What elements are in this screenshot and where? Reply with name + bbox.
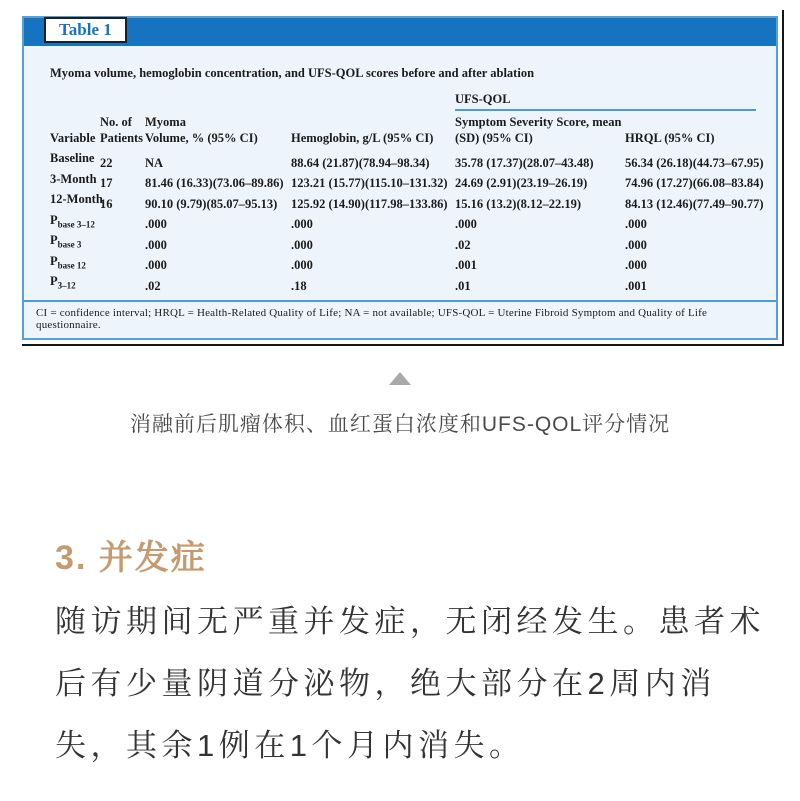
cell-patients: 17 <box>100 176 113 190</box>
cell-hrql: 74.96 (17.27)(66.08–83.84) <box>625 176 764 190</box>
cell-myoma: NA <box>145 155 164 170</box>
cell-hrql: .000 <box>625 217 647 231</box>
col-header-patients: No. of Patients <box>100 115 144 145</box>
figure-caption: 消融前后肌瘤体积、血红蛋白浓度和UFS-QOL评分情况 <box>129 412 671 436</box>
table-title: Myoma volume, hemoglobin concentration, and UFS-QOL scores before and after ablation <box>50 66 535 80</box>
col-header-myoma: Myoma Volume, % (95% CI) <box>145 115 258 145</box>
cell-hrql: .000 <box>625 237 647 252</box>
cell-myoma: .000 <box>145 217 167 231</box>
cell-hemoglobin: 125.92 (14.90)(117.98–133.86) <box>291 196 448 211</box>
table-row-p-base-3 <box>50 232 756 253</box>
group-header-ufs-qol: UFS-QOL <box>455 91 756 110</box>
journal-table <box>22 16 778 340</box>
table-row-baseline <box>50 150 756 171</box>
cell-patients: 22 <box>100 155 113 170</box>
cell-hrql: .000 <box>625 258 647 272</box>
cell-variable: Baseline <box>50 151 95 165</box>
paragraph-line: 随访期间无严重并发症，无闭经发生。患者术 <box>55 603 765 639</box>
cell-sss: .001 <box>455 258 477 272</box>
cell-hemoglobin: .000 <box>291 217 313 231</box>
cell-myoma: .000 <box>145 237 167 252</box>
cell-hemoglobin: 123.21 (15.77)(115.10–131.32) <box>291 176 448 190</box>
cell-variable: 3-Month <box>50 171 97 186</box>
cell-sss: .02 <box>455 237 471 252</box>
group-header-row <box>50 91 756 110</box>
col-header-hemoglobin: Hemoglobin, g/L (95% CI) <box>291 131 434 145</box>
table-row-p-base-12 <box>50 253 756 274</box>
cell-myoma: .000 <box>145 258 167 272</box>
cell-patients <box>100 273 145 294</box>
cell-patients <box>100 253 145 274</box>
col-header-variable: Variable <box>50 131 96 145</box>
data-table <box>50 91 764 294</box>
cell-sss: .000 <box>455 217 477 231</box>
section-heading: 3. 并发症 <box>55 538 207 577</box>
table-footnote: CI = confidence interval; HRQL = Health-Related Quality of Life; NA = not available; UFS-QOL = Uterine Fibroid Symptom and Quality of Life questionnaire. <box>24 300 776 338</box>
table-number-badge: Table 1 <box>44 17 127 43</box>
cell-sss: .01 <box>455 278 471 293</box>
cell-hemoglobin: .000 <box>291 258 313 272</box>
article-section <box>55 538 770 777</box>
table-row-12-month <box>50 191 756 212</box>
triangle-up-icon <box>389 372 411 385</box>
cell-variable: $P_{base 3}$ <box>50 233 82 250</box>
figure-image[interactable] <box>22 10 784 346</box>
section-paragraph <box>55 591 770 777</box>
cell-sss: 24.69 (2.91)(23.19–26.19) <box>455 176 588 190</box>
cell-variable: $P_{3-12}$ <box>50 274 76 291</box>
cell-hemoglobin: .18 <box>291 278 307 293</box>
cell-patients <box>100 232 145 253</box>
paragraph-line: 后有少量阴道分泌物，绝大部分在2周内消 <box>55 665 716 701</box>
cell-patients: 16 <box>100 196 113 211</box>
cell-hemoglobin: 88.64 (21.87)(78.94–98.34) <box>291 155 430 170</box>
cell-variable: $P_{base 12}$ <box>50 253 86 270</box>
col-header-sss: Symptom Severity Score, mean (SD) (95% CI) <box>455 115 622 145</box>
table-header-bar <box>24 18 776 46</box>
paragraph-line: 失，其余1例在1个月内消失。 <box>55 727 525 763</box>
cell-hrql: 56.34 (26.18)(44.73–67.95) <box>625 155 764 170</box>
cell-myoma: .02 <box>145 278 161 293</box>
cell-variable: $P_{base 3-12}$ <box>50 212 95 229</box>
table-row-3-month <box>50 171 756 192</box>
cell-hrql: .001 <box>625 278 647 293</box>
cell-patients <box>100 212 145 233</box>
cell-myoma: 81.46 (16.33)(73.06–89.86) <box>145 176 284 190</box>
figure-caption-block <box>0 372 800 438</box>
cell-myoma: 90.10 (9.79)(85.07–95.13) <box>145 196 278 211</box>
cell-sss: 15.16 (13.2)(8.12–22.19) <box>455 196 582 211</box>
cell-hrql: 84.13 (12.46)(77.49–90.77) <box>625 196 764 211</box>
col-header-hrql: HRQL (95% CI) <box>625 131 715 145</box>
column-header-row <box>50 110 756 150</box>
table-row-p-base-3-12 <box>50 212 756 233</box>
cell-sss: 35.78 (17.37)(28.07–43.48) <box>455 155 594 170</box>
cell-variable: 12-Month <box>50 192 103 206</box>
table-row-p-3-12 <box>50 273 756 294</box>
cell-hemoglobin: .000 <box>291 237 313 252</box>
